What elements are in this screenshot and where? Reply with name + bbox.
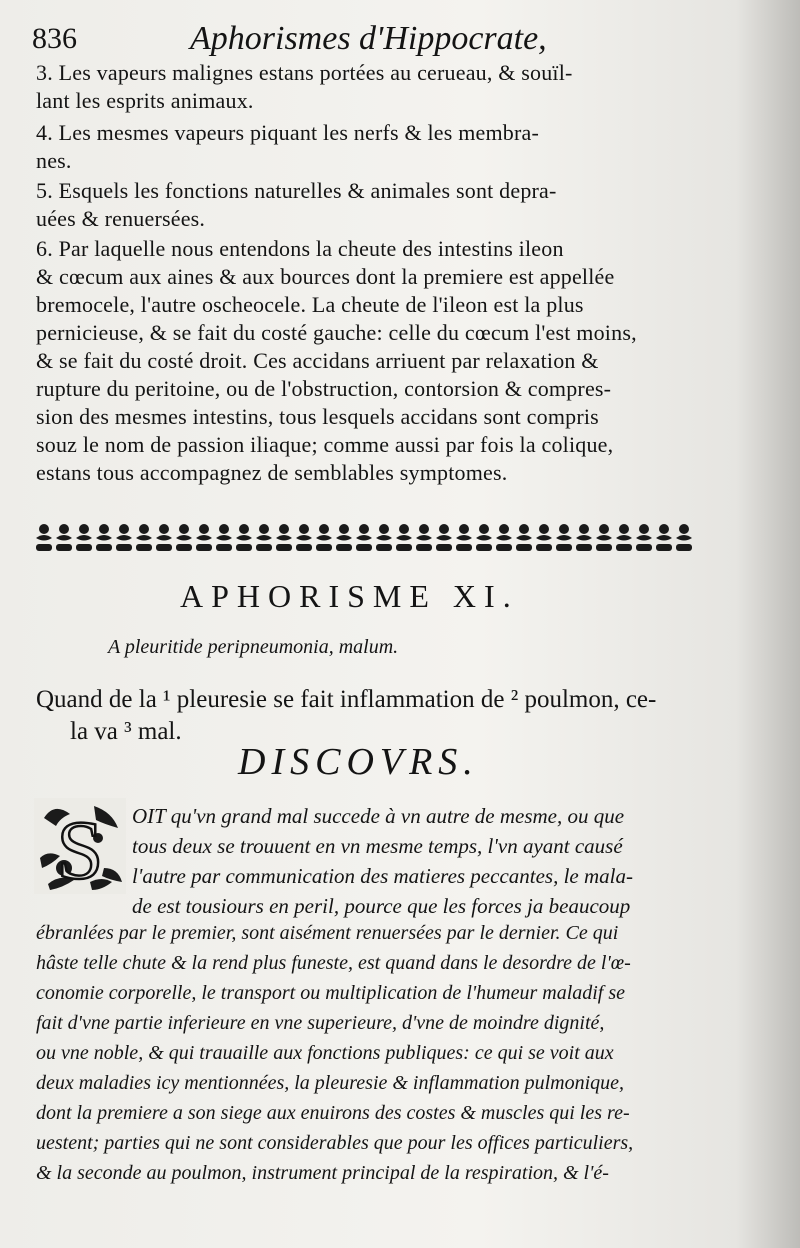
ornament-leaf [36,535,52,541]
ornament-leaf [416,535,432,541]
ornament-base [396,544,412,551]
ornament-leaf [556,535,572,541]
floral-ornament-band [34,520,694,556]
text-line: 5. Esquels les fonctions naturelles & animales sont depra- [36,178,557,203]
ornament-flower [619,524,629,534]
ornament-base [376,544,392,551]
ornament-base [596,544,612,551]
ornament-flower [159,524,169,534]
ornament-leaf [596,535,612,541]
ornament-leaf [316,535,332,541]
text-line: & la seconde au poulmon, instrument principal de la respiration, & l'é- [36,1162,609,1184]
ornament-flower [519,524,529,534]
text-line: de est tousiours en peril, pource que les forces ja beaucoup [132,894,631,918]
ornament-leaf [256,535,272,541]
discourse-heading: DISCOVRS. [238,741,479,783]
ornament-flower [279,524,289,534]
ornament-leaf [236,535,252,541]
ornament-leaf [616,535,632,541]
ornament-base [96,544,112,551]
ornament-flower [199,524,209,534]
text-line: rupture du peritoine, ou de l'obstruction, contorsion & compres- [36,376,612,401]
ornament-leaf [456,535,472,541]
ornament-base [276,544,292,551]
ornament-flower [59,524,69,534]
ornament-leaf [656,535,672,541]
text-line: estans tous accompagnez de semblables symptomes. [36,460,508,485]
text-line: l'autre par communication des matieres peccantes, le mala- [132,864,633,888]
ornament-base [616,544,632,551]
ornament-flower [359,524,369,534]
ornament-base [436,544,452,551]
page-number: 836 [32,22,77,55]
decorated-initial-s [34,798,126,894]
drop-cap-letter: S [56,804,104,894]
text-line: lant les esprits animaux. [36,88,254,113]
text-line: hâste telle chute & la rend plus funeste, est quand dans le desordre de l'œ- [36,952,631,974]
ornament-flower [179,524,189,534]
aphorism-heading: APHORISME XI. [180,578,519,614]
ornament-leaf [516,535,532,541]
ornament-base [216,544,232,551]
ornament-leaf [176,535,192,541]
text-line: & cœcum aux aines & aux bources dont la premiere est appellée [36,264,615,289]
ornament-leaf [336,535,352,541]
text-line: ébranlées par le premier, sont aisément renuersées par le dernier. Ce qui [36,922,619,944]
text-line: fait d'vne partie inferieure en vne superieure, d'vne de moindre dignité, [36,1012,605,1034]
ornament-base [76,544,92,551]
ornament-flower [139,524,149,534]
ornament-leaf [296,535,312,541]
text-line: tous deux se trouuent en vn mesme temps, l'vn ayant causé [132,834,623,858]
ornament-leaf [136,535,152,541]
text-line: 6. Par laquelle nous entendons la cheute des intestins ileon [36,236,564,261]
ornament-base [56,544,72,551]
ornament-flower [479,524,489,534]
ornament-base [576,544,592,551]
text-line: nes. [36,148,72,173]
ornament-flower [459,524,469,534]
ornament-leaf [76,535,92,541]
ornament-base [176,544,192,551]
ornament-base [316,544,332,551]
ornament-leaf [196,535,212,541]
ornament-flower [659,524,669,534]
ornament-base [476,544,492,551]
ornament-flower [319,524,329,534]
ornament-base [556,544,572,551]
ornament-flower [259,524,269,534]
ornament-leaf [576,535,592,541]
text-line: pernicieuse, & se fait du costé gauche: celle du cœcum l'est moins, [36,320,637,345]
ornament-flower [99,524,109,534]
ornament-leaf [496,535,512,541]
text-line: uestent; parties qui ne sont considerables que pour les offices particuliers, [36,1132,634,1154]
ornament-base [676,544,692,551]
text-line: sion des mesmes intestins, tous lesquels accidans sont compris [36,404,599,429]
ornament-flower [79,524,89,534]
ornament-leaf [636,535,652,541]
ornament-base [536,544,552,551]
ornament-base [356,544,372,551]
ornament-flower [559,524,569,534]
ornament-base [36,544,52,551]
ornament-flower [499,524,509,534]
text-line: bremocele, l'autre oscheocele. La cheute de l'ileon est la plus [36,292,584,317]
ornament-leaf [96,535,112,541]
ornament-flower [379,524,389,534]
ornament-base [336,544,352,551]
ornament-flower [219,524,229,534]
ornament-leaf [116,535,132,541]
ornament-base [496,544,512,551]
ornament-leaf [396,535,412,541]
ornament-flower [339,524,349,534]
ornament-base [516,544,532,551]
text-line: 4. Les mesmes vapeurs piquant les nerfs & les membra- [36,120,540,145]
ornament-base [296,544,312,551]
ornament-flower [439,524,449,534]
ornament-flower [119,524,129,534]
ornament-leaf [436,535,452,541]
ornament-base [116,544,132,551]
text-line: deux maladies icy mentionnées, la pleuresie & inflammation pulmonique, [36,1072,625,1094]
text-line: souz le nom de passion iliaque; comme aussi par fois la colique, [36,432,614,457]
text-line: & se fait du costé droit. Ces accidans arriuent par relaxation & [36,348,599,373]
ornament-base [416,544,432,551]
ornament-flower [539,524,549,534]
ornament-base [196,544,212,551]
ornament-leaf [356,535,372,541]
ornament-base [656,544,672,551]
ornament-base [136,544,152,551]
ornament-flower [39,524,49,534]
ornament-flower [399,524,409,534]
ornament-flower [239,524,249,534]
ornament-leaf [276,535,292,541]
ornament-base [636,544,652,551]
ornament-flower [639,524,649,534]
text-line: ou vne noble, & qui trauaille aux fonctions publiques: ce qui se voit aux [36,1042,614,1064]
aphorism-french-line: la va ³ mal. [70,718,182,745]
ornament-flower [579,524,589,534]
running-title: Aphorismes d'Hippocrate, [190,20,547,57]
ornament-base [236,544,252,551]
ornament-flower [419,524,429,534]
ornament-flower [599,524,609,534]
text-line: 3. Les vapeurs malignes estans portées au cerueau, & souïl- [36,60,573,85]
text-line: uées & renuersées. [36,206,206,231]
ornament-leaf [216,535,232,541]
ornament-flower [679,524,689,534]
ornament-flower [299,524,309,534]
text-line: OIT qu'vn grand mal succede à vn autre de mesme, ou que [132,804,625,828]
ornament-leaf [676,535,692,541]
ornament-leaf [536,535,552,541]
ornament-leaf [476,535,492,541]
ornament-leaf [56,535,72,541]
text-line: conomie corporelle, le transport ou multiplication de l'humeur maladif se [36,982,626,1004]
ornament-base [256,544,272,551]
ornament-base [156,544,172,551]
aphorism-latin-text: A pleuritide peripneumonia, malum. [108,636,399,658]
ornament-leaf [376,535,392,541]
ornament-base [456,544,472,551]
aphorism-french-line: Quand de la ¹ pleuresie se fait inflammation de ² poulmon, ce- [36,686,657,713]
text-line: dont la premiere a son siege aux enuirons des costes & muscles qui les re- [36,1102,630,1124]
ornament-leaf [156,535,172,541]
